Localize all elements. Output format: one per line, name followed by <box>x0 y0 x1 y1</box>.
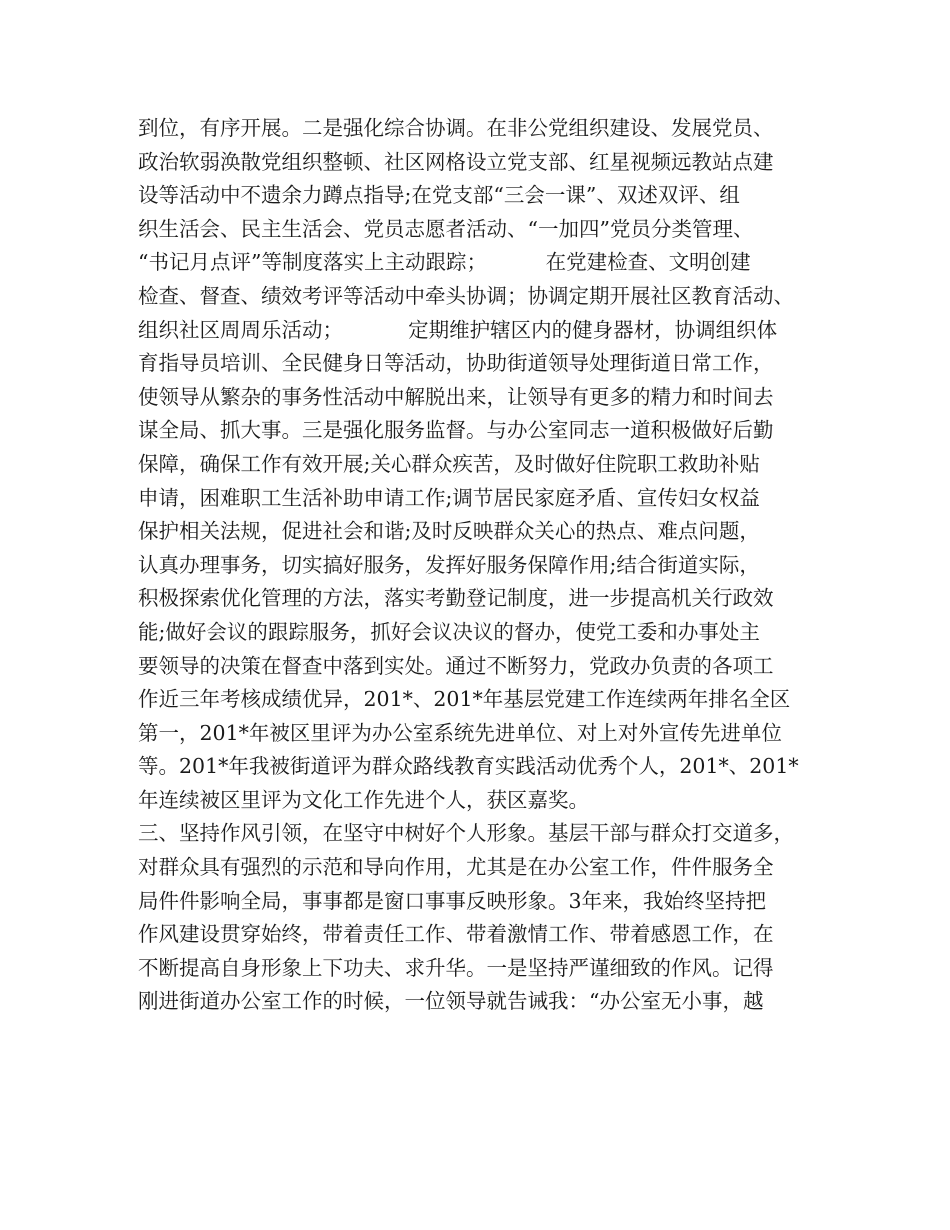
text-line: 到位，有序开展。二是强化综合协调。在非公党组织建设、发展党员、 <box>138 116 774 140</box>
text-line: 使领导从繁杂的事务性活动中解脱出来，让领导有更多的精力和时间去 <box>138 384 774 409</box>
text-line: 设等活动中不遗余力蹲点指导;在党支部“三会一课”、双述双评、组 <box>138 183 740 208</box>
text-line: 局件件影响全局，事事都是窗口事事反映形象。3年来，我始终坚持把 <box>138 888 767 913</box>
text-line: 能;做好会议的跟踪服务，抓好会议决议的督办，使党工委和办事处主 <box>138 619 760 644</box>
text-line: 检查、督查、绩效考评等活动中牵头协调；协调定期开展社区教育活动、 <box>138 283 794 308</box>
text-line: 作近三年考核成绩优异，201*、201*年基层党建工作连续两年排名全区 <box>138 687 791 712</box>
text-line: 要领导的决策在督查中落到实处。通过不断努力，党政办负责的各项工 <box>138 653 774 678</box>
text-line: 认真办理事务，切实搞好服务，发挥好服务保障作用;结合街道实际， <box>138 552 760 577</box>
text-line: 保护相关法规，促进社会和谐;及时反映群众关心的热点、难点问题， <box>138 519 760 544</box>
text-line: 不断提高自身形象上下功夫、求升华。一是坚持严谨细致的作风。记得 <box>138 955 774 980</box>
text-line: 对群众具有强烈的示范和导向作用，尤其是在办公室工作，件件服务全 <box>138 855 774 880</box>
text-line: 第一，201*年被区里评为办公室系统先进单位、对上对外宣传先进单位 <box>138 720 782 745</box>
text-line: 积极探索优化管理的方法，落实考勤登记制度，进一步提高机关行政效 <box>138 586 774 611</box>
text-line: 保障，确保工作有效开展;关心群众疾苦，及时做好住院职工救助补贴 <box>138 451 760 476</box>
text-line: 作风建设贯穿始终，带着责任工作、带着激情工作、带着感恩工作，在 <box>138 922 774 947</box>
text-line: 年连续被区里评为文化工作先进个人，获区嘉奖。 <box>138 787 589 812</box>
text-line: 织生活会、民主生活会、党员志愿者活动、“一加四”党员分类管理、 <box>138 216 754 241</box>
section-heading-line: 三、坚持作风引领，在坚守中树好个人形象。基层干部与群众打交道多， <box>138 821 794 846</box>
text-line: 育指导员培训、全民健身日等活动，协助街道领导处理街道日常工作， <box>138 351 774 376</box>
body-text <box>138 112 838 1019</box>
text-line: 政治软弱涣散党组织整顿、社区网格设立党支部、红星视频远教站点建 <box>138 149 774 174</box>
text-line: 申请，困难职工生活补助申请工作;调节居民家庭矛盾、宣传妇女权益 <box>138 485 760 510</box>
text-line: 刚进街道办公室工作的时候，一位领导就告诫我：“办公室无小事，越 <box>138 989 764 1014</box>
text-line: 谋全局、抓大事。三是强化服务监督。与办公室同志一道积极做好后勤 <box>138 418 774 443</box>
text-line: 等。201*年我被街道评为群众路线教育实践活动优秀个人，201*、201* <box>138 754 799 779</box>
text-line: “书记月点评”等制度落实上主动跟踪； 在党建检查、文明创建 <box>138 250 751 275</box>
text-line: 组织社区周周乐活动； 定期维护辖区内的健身器材，协调组织体 <box>138 317 778 342</box>
